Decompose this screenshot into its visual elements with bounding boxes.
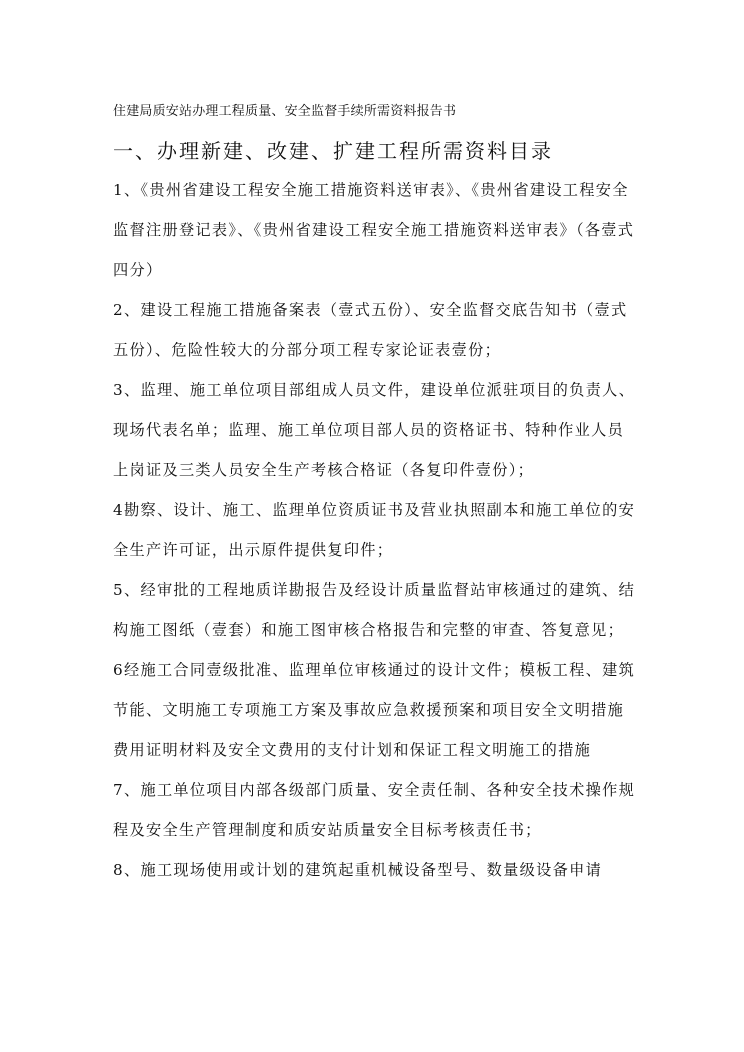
list-item: 5、经审批的工程地质详勘报告及经设计质量监督站审核通过的建筑、结构施工图纸（壹套）和施工图审核合格报告和完整的审查、答复意见； (113, 581, 636, 639)
list-item: 3、监理、施工单位项目部组成人员文件，建设单位派驻项目的负责人、现场代表名单；监理、施工单位项目部人员的资格证书、特种作业人员上岗证及三类人员安全生产考核合格证（各复印件壹份）； (113, 381, 636, 479)
requirements-list (113, 170, 638, 890)
list-item: 8、施工现场使用或计划的建筑起重机械设备型号、数量级设备申请 (113, 861, 603, 879)
list-item: 7、施工单位项目内部各级部门质量、安全责任制、各种安全技术操作规程及安全生产管理制度和质安站质量安全目标考核责任书； (113, 781, 636, 839)
list-item: 4勘察、设计、施工、监理单位资质证书及营业执照副本和施工单位的安全生产许可证，出示原件提供复印件； (113, 501, 636, 559)
section-heading: 一、办理新建、改建、扩建工程所需资料目录 (113, 139, 553, 163)
list-item: 1、《贵州省建设工程安全施工措施资料送审表》、《贵州省建设工程安全监督注册登记表》、《贵州省建设工程安全施工措施资料送审表》（各壹式四分） (113, 181, 635, 279)
document-title: 住建局质安站办理工程质量、安全监督手续所需资料报告书 (113, 104, 457, 119)
list-item: 2、建设工程施工措施备案表（壹式五份）、安全监督交底告知书（壹式五份）、危险性较大的分部分项工程专家论证表壹份； (113, 301, 628, 359)
list-item: 6经施工合同壹级批准、监理单位审核通过的设计文件；模板工程、建筑节能、文明施工专项施工方案及事故应急救援预案和项目安全文明措施费用证明材料及安全文费用的支付计划和保证工程文明施工的措施 (113, 661, 636, 759)
